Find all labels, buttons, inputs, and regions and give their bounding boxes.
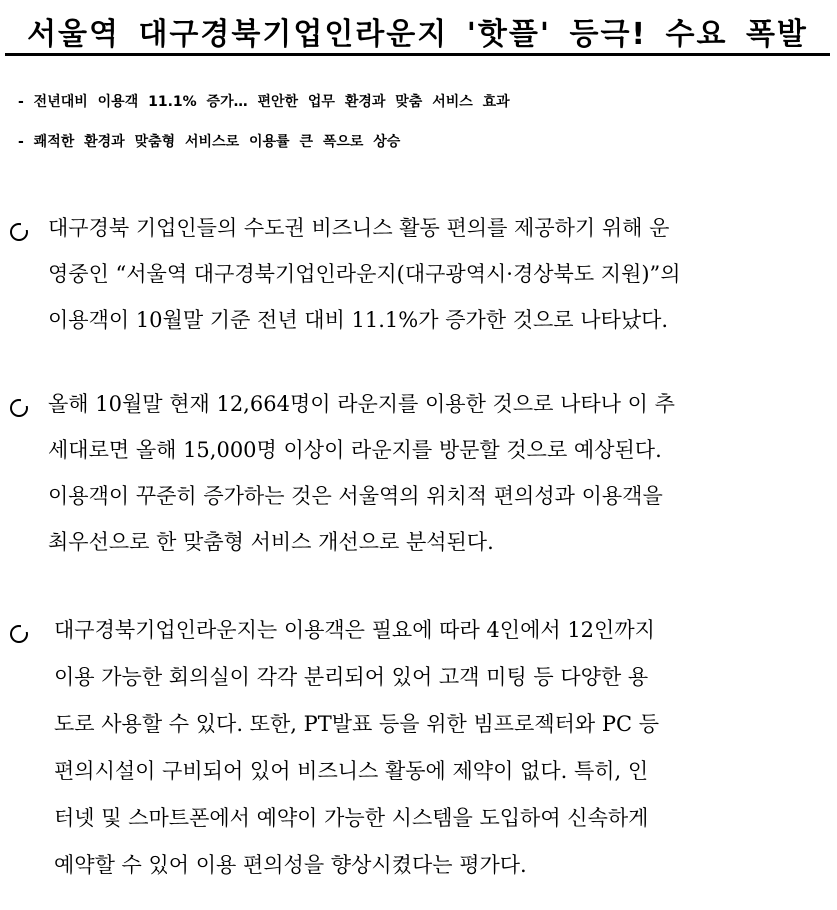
paragraph-line: 이용객이 꾸준히 증가하는 것은 서울역의 위치적 편의성과 이용객을: [48, 484, 663, 508]
paragraph-line: 대구경북기업인라운지는 이용객은 필요에 따라 4인에서 12인까지: [54, 618, 655, 642]
ring-icon: [10, 399, 28, 417]
subheadings: [18, 82, 828, 162]
paragraph-line: 올해 10월말 현재 12,664명이 라운지를 이용한 것으로 나타나 이 추: [48, 392, 675, 416]
subheading: - 쾌적한 환경과 맞춤형 서비스로 이용률 큰 폭으로 상승: [18, 134, 401, 150]
paragraph-line: 예약할 수 있어 이용 편의성을 향상시켰다는 평가다.: [54, 853, 527, 877]
paragraph-line: 영중인 “서울역 대구경북기업인라운지(대구광역시·경상북도 지원)”의: [48, 262, 681, 286]
title-box: [5, 8, 830, 56]
paragraph-line: 최우선으로 한 맞춤형 서비스 개선으로 분석된다.: [48, 530, 494, 554]
subheading: - 전년대비 이용객 11.1% 증가… 편안한 업무 환경과 맞춤 서비스 효과: [18, 94, 510, 110]
ring-icon: [10, 223, 28, 241]
paragraph-line: 편의시설이 구비되어 있어 비즈니스 활동에 제약이 없다. 특히, 인: [54, 759, 649, 783]
paragraph-line: 세대로면 올해 15,000명 이상이 라운지를 방문할 것으로 예상된다.: [48, 438, 662, 462]
paragraph-line: 도로 사용할 수 있다. 또한, PT발표 등을 위한 빔프로젝터와 PC 등: [54, 712, 660, 736]
paragraph-line: 터넷 및 스마트폰에서 예약이 가능한 시스템을 도입하여 신속하게: [54, 806, 649, 830]
page-title: 서울역 대구경북기업인라운지 '핫플' 등극! 수요 폭발: [27, 16, 808, 52]
paragraph-line: 이용객이 10월말 기준 전년 대비 11.1%가 증가한 것으로 나타났다.: [48, 308, 669, 332]
paragraph-line: 이용 가능한 회의실이 각각 분리되어 있어 고객 미팅 등 다양한 용: [54, 665, 649, 689]
paragraph-line: 대구경북 기업인들의 수도권 비즈니스 활동 편의를 제공하기 위해 운: [48, 216, 670, 240]
ring-icon: [10, 625, 28, 643]
